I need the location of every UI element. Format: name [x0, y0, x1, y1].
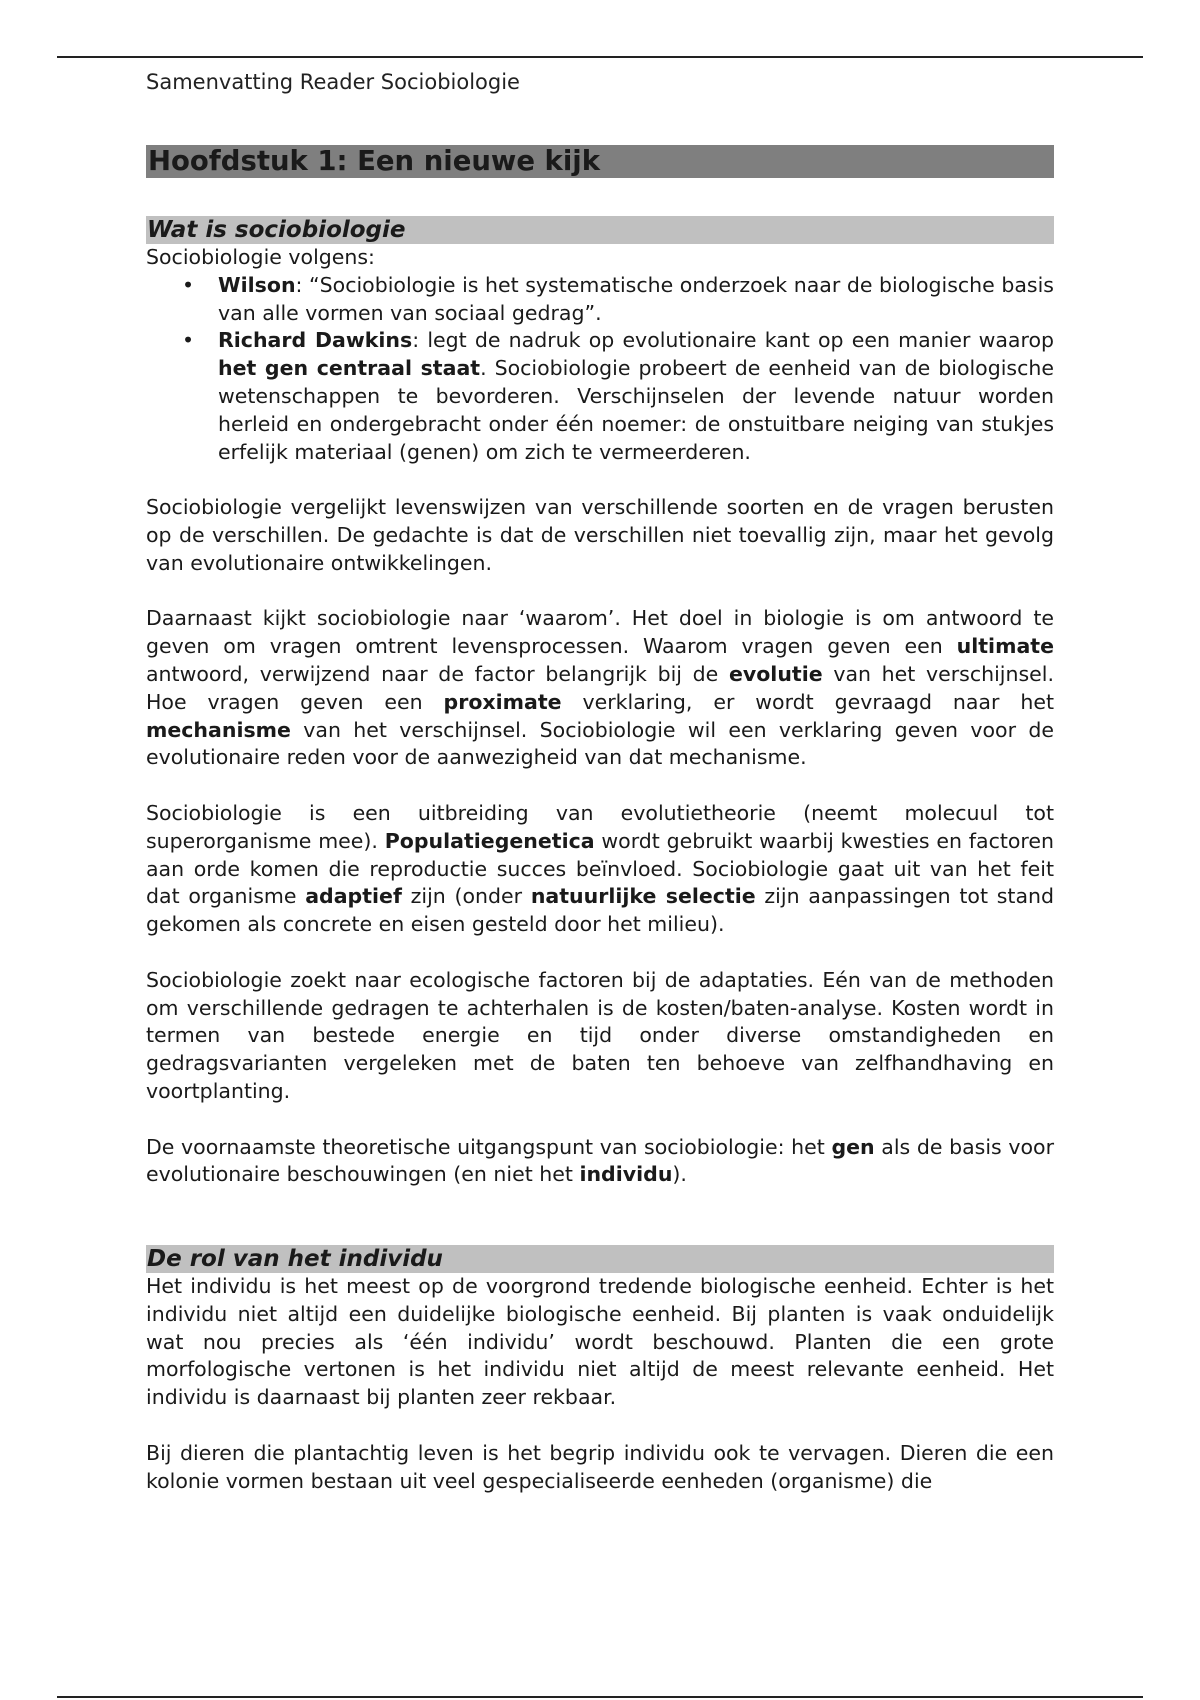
section-heading-rol-individu: De rol van het individu — [146, 1245, 1054, 1273]
running-header: Samenvatting Reader Sociobiologie — [146, 70, 520, 94]
bullet-icon: • — [182, 328, 195, 353]
paragraph-uitgangspunt: De voornaamste theoretische uitgangspunt van sociobiologie: het gen als de basis voor evolutionaire beschouwingen (en niet het individu). — [146, 1134, 1055, 1187]
definition-list — [146, 272, 1054, 467]
paragraph-waarom: Daarnaast kijkt sociobiologie naar ‘waarom’. Het doel in biologie is om antwoord te geven om vragen omtrent levensprocessen. Waarom vragen geven een ultimate antwoord, verwijzend naar de factor belangrijk bij de evolutie van het verschijnsel. Hoe vragen geven een proximate verklaring, er wordt gevraagd naar het mechanisme van het verschijnsel. Sociobiologie wil een verklaring geven voor de evolutionaire reden voor de aanwezigheid van dat mechanisme. — [146, 606, 1055, 770]
term-wilson: Wilson — [218, 272, 296, 297]
paragraph-individu: Het individu is het meest op de voorgrond tredende biologische eenheid. Echter is het individu niet altijd een duidelijke biologische eenheid. Bij planten is vaak onduidelijk wat nou precies als ‘één individu’ wordt beschouwd. Planten die een grote morfologische vertonen is het individu niet altijd de meest relevante eenheid. Het individu is daarnaast bij planten zeer rekbaar. — [146, 1274, 1054, 1410]
intro-line: Sociobiologie volgens: — [146, 245, 375, 269]
paragraph-dieren: Bij dieren die plantachtig leven is het begrip individu ook te vervagen. Dieren die een kolonie vormen bestaan uit veel gespecialiseerde eenheden (organisme) die — [146, 1440, 1054, 1493]
paragraph-vergelijkt: Sociobiologie vergelijkt levenswijzen van verschillende soorten en de vragen berusten op de verschillen. De gedachte is dat de verschillen niet toevallig zijn, maar het gevolg van evolutionaire ontwikkelingen. — [146, 495, 1054, 575]
term-dawkins: Richard Dawkins — [218, 328, 413, 353]
header-rule — [57, 56, 1143, 58]
paragraph-ecologische: Sociobiologie zoekt naar ecologische factoren bij de adaptaties. Eén van de methoden om verschillende gedragen te achterhalen is de kosten/baten-analyse. Kosten wordt in termen van bestede energie en tijd onder diverse omstandigheden en gedragsvarianten vergeleken met de baten ten behoeve van zelfhandhaving en voortplanting. — [146, 967, 1054, 1103]
document-body — [146, 145, 1054, 1495]
chapter-title: Hoofdstuk 1: Een nieuwe kijk — [146, 145, 1054, 178]
list-item-dawkins: • Richard Dawkins: legt de nadruk op evolutionaire kant op een manier waarop het gen centraal staat. Sociobiologie probeert de eenheid van de biologische wetenschappen te bevorderen. Verschijnselen der levende natuur worden herleid en ondergebracht onder één noemer: de onstuitbare neiging van stukjes erfelijk materiaal (genen) om zich te vermeerderen. — [182, 328, 1055, 464]
section-heading-wat-is-sociobiologie: Wat is sociobiologie — [146, 216, 1054, 244]
list-item-wilson: • Wilson: “Sociobiologie is het systematische onderzoek naar de biologische basis van alle vormen van sociaal gedrag”. — [182, 272, 1054, 325]
footer-rule — [57, 1696, 1143, 1698]
paragraph-uitbreiding: Sociobiologie is een uitbreiding van evolutietheorie (neemt molecuul tot superorganisme mee). Populatiegenetica wordt gebruikt waarbij kwesties en factoren aan orde komen die reproductie succes beïnvloed. Sociobiologie gaat uit van het feit dat organisme adaptief zijn (onder natuurlijke selectie zijn aanpassingen tot stand gekomen als concrete en eisen gesteld door het milieu). — [146, 800, 1055, 937]
bullet-icon: • — [182, 272, 195, 297]
